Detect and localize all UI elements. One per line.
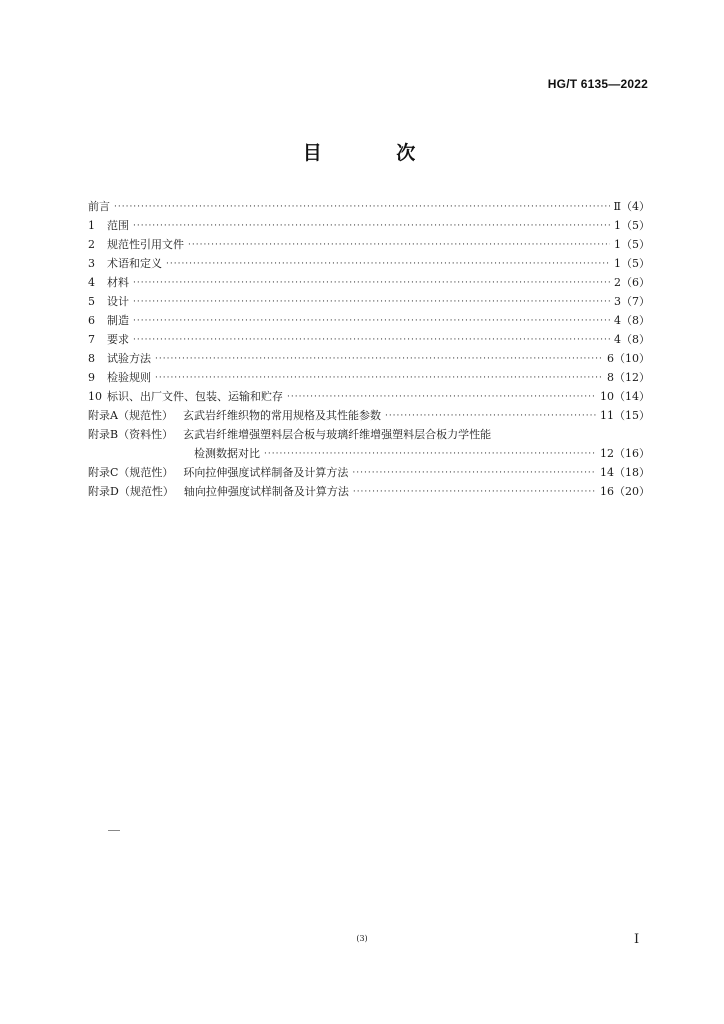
toc-entry-appendix-b[interactable] xyxy=(88,425,650,444)
toc-entry-title: 制造 xyxy=(107,314,129,327)
toc-entry-foreword[interactable] xyxy=(88,197,650,216)
toc-entry-page: 10（14） xyxy=(600,390,650,403)
toc-entry-page: 16（20） xyxy=(600,485,650,498)
toc-entry-title: 设计 xyxy=(107,295,129,308)
toc-entry-label xyxy=(88,235,184,254)
toc-entry-number: 3 xyxy=(88,257,95,270)
toc-entry-page: 6（10） xyxy=(607,352,650,365)
toc-entry-scope[interactable] xyxy=(88,216,650,235)
toc-entry-label xyxy=(88,349,151,368)
toc-entry-marking-packaging[interactable] xyxy=(88,387,650,406)
dot-leader xyxy=(352,465,596,482)
page-number-arabic: (3) xyxy=(356,934,368,943)
toc-entry-page: 2（6） xyxy=(614,276,650,289)
toc-entry-label: 前言 xyxy=(88,200,110,213)
toc-entry-test-methods[interactable] xyxy=(88,349,650,368)
toc-entry-title: 标识、出厂文件、包装、运输和贮存 xyxy=(107,390,283,403)
toc-entry-label xyxy=(88,330,129,349)
toc-entry-label xyxy=(88,406,381,425)
toc-entry-appendix-d[interactable] xyxy=(88,482,650,501)
toc-entry-title: 玄武岩纤维织物的常用规格及其性能参数 xyxy=(182,409,381,422)
divider xyxy=(108,830,120,831)
toc-entry-number: 8 xyxy=(88,352,95,365)
toc-entry-page: 1（5） xyxy=(614,219,650,232)
toc-entry-label xyxy=(88,425,491,444)
toc-entry-label xyxy=(88,387,283,406)
toc-entry-design[interactable] xyxy=(88,292,650,311)
toc-entry-title: 术语和定义 xyxy=(107,257,162,270)
appendix-tag: 附录D（规范性） xyxy=(88,485,174,498)
page-number-roman: I xyxy=(634,932,640,947)
toc-entry-manufacturing[interactable] xyxy=(88,311,650,330)
toc-entry-label xyxy=(88,311,129,330)
toc-entry-page: Ⅱ（4） xyxy=(613,200,650,213)
dot-leader xyxy=(287,389,596,406)
toc-entry-label xyxy=(88,216,129,235)
toc-entry-number: 10 xyxy=(88,390,102,403)
toc-entry-page: 1（5） xyxy=(614,238,650,251)
dot-leader xyxy=(353,484,596,501)
toc-entry-page: 12（16） xyxy=(600,447,650,460)
dot-leader xyxy=(188,237,610,254)
toc-entry-page: 1（5） xyxy=(614,257,650,270)
dot-leader xyxy=(114,199,610,216)
toc-entry-label xyxy=(88,292,129,311)
dot-leader xyxy=(166,256,610,273)
dot-leader xyxy=(155,351,603,368)
toc-entry-label xyxy=(88,368,151,387)
dot-leader xyxy=(133,332,610,349)
toc-entry-label xyxy=(88,254,162,273)
toc-entry-appendix-b-continuation[interactable] xyxy=(88,444,650,463)
toc-entry-title: 材料 xyxy=(107,276,129,289)
toc-entry-label xyxy=(88,482,349,501)
toc-entry-label xyxy=(88,463,348,482)
toc-entry-number: 9 xyxy=(88,371,95,384)
toc-entry-page: 4（8） xyxy=(614,333,650,346)
toc-entry-number: 5 xyxy=(88,295,95,308)
toc-entry-page: 4（8） xyxy=(614,314,650,327)
toc-entry-page: 8（12） xyxy=(607,371,650,384)
dot-leader xyxy=(385,408,596,425)
toc-entry-requirements[interactable] xyxy=(88,330,650,349)
appendix-tag: 附录A（规范性） xyxy=(88,409,173,422)
toc-entry-page: 11（15） xyxy=(600,409,650,422)
toc-entry-title: 规范性引用文件 xyxy=(107,238,184,251)
toc-entry-materials[interactable] xyxy=(88,273,650,292)
toc-entry-page: 14（18） xyxy=(600,466,650,479)
dot-leader xyxy=(133,294,610,311)
toc-entry-title-continuation: 检测数据对比 xyxy=(194,447,260,460)
toc-entry-title: 轴向拉伸强度试样制备及计算方法 xyxy=(183,485,349,498)
toc-entry-inspection-rules[interactable] xyxy=(88,368,650,387)
appendix-tag: 附录B（资料性） xyxy=(88,428,174,441)
toc-entry-terms[interactable] xyxy=(88,254,650,273)
toc-entry-title: 检验规则 xyxy=(107,371,151,384)
toc-entry-appendix-c[interactable] xyxy=(88,463,650,482)
toc-entry-title: 玄武岩纤维增强塑料层合板与玻璃纤维增强塑料层合板力学性能 xyxy=(183,428,492,441)
toc-entry-title: 试验方法 xyxy=(107,352,151,365)
appendix-tag: 附录C（规范性） xyxy=(88,466,174,479)
page-title: 目 次 xyxy=(302,142,450,164)
toc-entry-title: 范围 xyxy=(107,219,129,232)
dot-leader xyxy=(155,370,603,387)
dot-leader xyxy=(133,275,610,292)
toc-entry-number: 2 xyxy=(88,238,95,251)
toc-entry-number: 6 xyxy=(88,314,95,327)
dot-leader xyxy=(133,218,610,235)
table-of-contents xyxy=(88,197,650,501)
toc-entry-appendix-a[interactable] xyxy=(88,406,650,425)
toc-entry-number: 4 xyxy=(88,276,95,289)
toc-entry-page: 3（7） xyxy=(614,295,650,308)
toc-entry-normative-references[interactable] xyxy=(88,235,650,254)
dot-leader xyxy=(264,446,596,463)
toc-entry-title: 要求 xyxy=(107,333,129,346)
dot-leader xyxy=(133,313,610,330)
standard-code: HG/T 6135—2022 xyxy=(547,77,648,91)
toc-entry-title: 环向拉伸强度试样制备及计算方法 xyxy=(183,466,349,479)
toc-entry-number: 7 xyxy=(88,333,95,346)
toc-entry-label xyxy=(88,273,129,292)
toc-entry-number: 1 xyxy=(88,219,95,232)
